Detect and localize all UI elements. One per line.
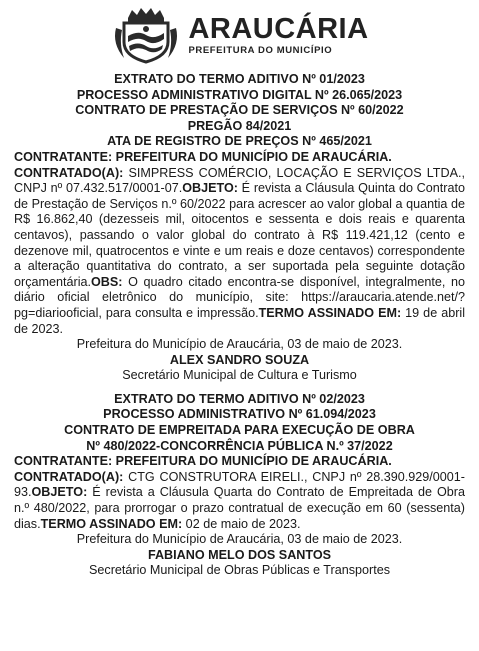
extract-body [14, 470, 465, 532]
contract-number: CONTRATO DE PRESTAÇÃO DE SERVIÇOS Nº 60/2022 [75, 103, 404, 118]
objeto-text: É revista a Cláusula Quinta do Contrato de Prestação de Serviços n.º 60/2022 para acrescer ao valor global a quantia de R$ 16.862,40 (dezesseis mil, oitocentos e sessenta e dois reais e quarenta centavos), passando o valor global do contrato à R$ 119.421,12 (cento e dezenove mil, quatrocentos e vinte e um reais e doze centavos) correspondente a alteração quantitativa do contrato, a ser suportada pela seguinte dotação orçamentária. [14, 181, 465, 289]
extract-body [14, 166, 465, 338]
termo-date: 02 de maio de 2023. [182, 516, 301, 531]
termo-label: TERMO ASSINADO EM: [258, 305, 402, 320]
pregao-number: PREGÃO 84/2021 [187, 118, 292, 133]
concorrencia-number: Nº 480/2022-CONCORRÊNCIA PÚBLICA N.º 37/2022 [86, 438, 393, 453]
brand [188, 12, 369, 56]
contratante: CONTRATANTE: PREFEITURA DO MUNICÍPIO DE ARAUCÁRIA. [14, 149, 392, 164]
extract-2 [14, 392, 465, 579]
contratante: CONTRATANTE: PREFEITURA DO MUNICÍPIO DE ARAUCÁRIA. [14, 454, 392, 469]
contratado-text: SIMPRESS COMÉRCIO, LOCAÇÃO E SERVIÇOS LTDA., CNPJ nº 07.432.517/0001-07. [14, 165, 465, 196]
extract-title: EXTRATO DO TERMO ADITIVO Nº 01/2023 [114, 72, 365, 86]
place-date: Prefeitura do Município de Araucária, 03 de maio de 2023. [76, 337, 403, 352]
contract-number: CONTRATO DE EMPREITADA PARA EXECUÇÃO DE OBRA [64, 423, 415, 438]
signer-role: Secretário Municipal de Obras Públicas e Transportes [89, 563, 390, 578]
prefecture-label: PREFEITURA DO MUNICÍPIO [188, 44, 333, 56]
obs-label: OBS: [91, 274, 123, 289]
process-number: PROCESSO ADMINISTRATIVO Nº 61.094/2023 [103, 407, 376, 422]
extract-title: EXTRATO DO TERMO ADITIVO Nº 02/2023 [114, 391, 365, 406]
objeto-label: OBJETO: [31, 485, 88, 500]
objeto-label: OBJETO: [182, 181, 238, 196]
ata-number: ATA DE REGISTRO DE PREÇOS Nº 465/2021 [107, 134, 372, 149]
signer-name: ALEX SANDRO SOUZA [169, 352, 310, 367]
extract-1 [14, 72, 465, 384]
termo-date: 19 de abril de 2023. [14, 305, 465, 336]
header [14, 0, 465, 66]
objeto-text: É revista a Cláusula Quarta do Contrato de Empreitada de Obra n.º 480/2022, para prorrogar o prazo contratual de execução em 60 (sessenta) dias. [14, 485, 465, 531]
contratado-label: CONTRATADO(A): [14, 165, 124, 180]
place-date: Prefeitura do Município de Araucária, 03 de maio de 2023. [76, 532, 403, 547]
signer-role: Secretário Municipal de Cultura e Turismo [122, 368, 357, 383]
signer-name: FABIANO MELO DOS SANTOS [147, 547, 332, 562]
contratado-text: CTG CONSTRUTORA EIRELI., CNPJ nº 28.390.929/0001-93. [14, 469, 465, 500]
city-name: ARAUCÁRIA [188, 12, 369, 45]
termo-label: TERMO ASSINADO EM: [40, 516, 183, 531]
process-number: PROCESSO ADMINISTRATIVO DIGITAL Nº 26.065/2023 [76, 87, 403, 102]
municipal-crest-icon [110, 6, 182, 64]
obs-text: O quadro citado encontra-se disponível, integralmente, no diário oficial eletrônico do município, site: https://araucaria.atende.net/?pg=diariooficial, para consulta e impressão. [14, 274, 465, 320]
contratado-label: CONTRATADO(A): [14, 469, 124, 484]
